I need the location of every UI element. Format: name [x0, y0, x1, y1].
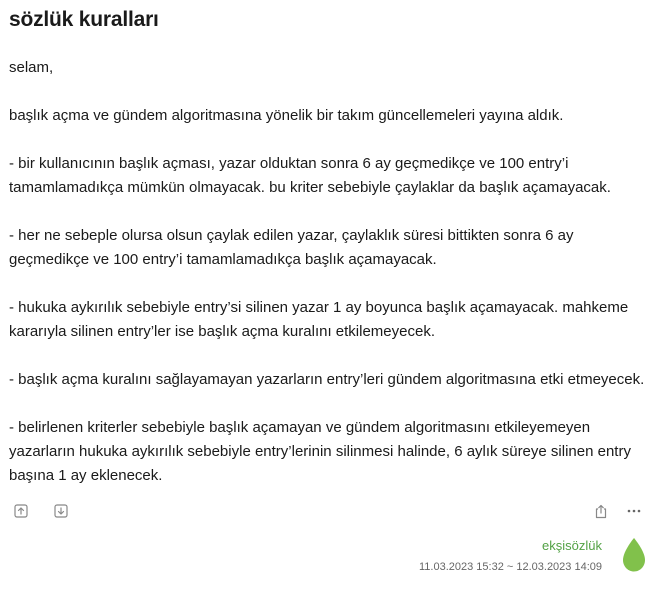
downvote-button[interactable] [50, 500, 72, 522]
entry-paragraph: - hukuka aykırılık sebebiyle entry’si silinen yazar 1 ay boyunca başlık açamayacak. mahkeme kararıyla silinen entry’ler ise başlık açma kuralını etkilemeyecek. [9, 299, 629, 340]
entry-meta [419, 537, 602, 576]
entry-footer-actions [0, 500, 664, 524]
entry-paragraph: - bir kullanıcının başlık açması, yazar olduktan sonra 6 ay geçmedikçe ve 100 entry’i tamamlamadıkça mümkün olmayacak. bu kriter sebebiyle çaylaklar da başlık açamayacak. [9, 155, 611, 196]
author-link[interactable]: ekşisözlük [542, 538, 602, 553]
arrow-down-icon [54, 504, 68, 518]
share-button[interactable] [590, 500, 612, 522]
entry-paragraph: başlık açma ve gündem algoritmasına yönelik bir takım güncellemeleri yayına aldık. [9, 107, 564, 124]
entry-paragraph: - başlık açma kuralını sağlayamayan yazarların entry’leri gündem algoritmasına etki etmeyecek. [9, 371, 645, 388]
entry-title[interactable]: sözlük kuralları [9, 8, 159, 31]
entry-content [9, 56, 657, 488]
entry-paragraph: - her ne sebeple olursa olsun çaylak edilen yazar, çaylaklık süresi bittikten sonra 6 ay geçmedikçe ve 100 entry’i tamamlamadıkça başlık açamayacak. [9, 227, 574, 268]
share-icon [594, 504, 608, 519]
arrow-up-icon [14, 504, 28, 518]
entry-paragraph: - belirlenen kriterler sebebiyle başlık açamayan ve gündem algoritmasını etkileyemeyen yazarların hukuka aykırılık sebebiyle entry’lerinin silinmesi halinde, 6 aylık süreye silinen entry başına 1 ay eklenecek. [9, 419, 631, 484]
more-dots-icon [627, 509, 641, 513]
upvote-button[interactable] [10, 500, 32, 522]
entry-paragraph: selam, [9, 59, 54, 76]
entry-date-link[interactable]: 11.03.2023 15:32 ~ 12.03.2023 14:09 [419, 561, 602, 573]
more-options-button[interactable] [623, 500, 645, 522]
author-avatar[interactable] [620, 537, 648, 573]
